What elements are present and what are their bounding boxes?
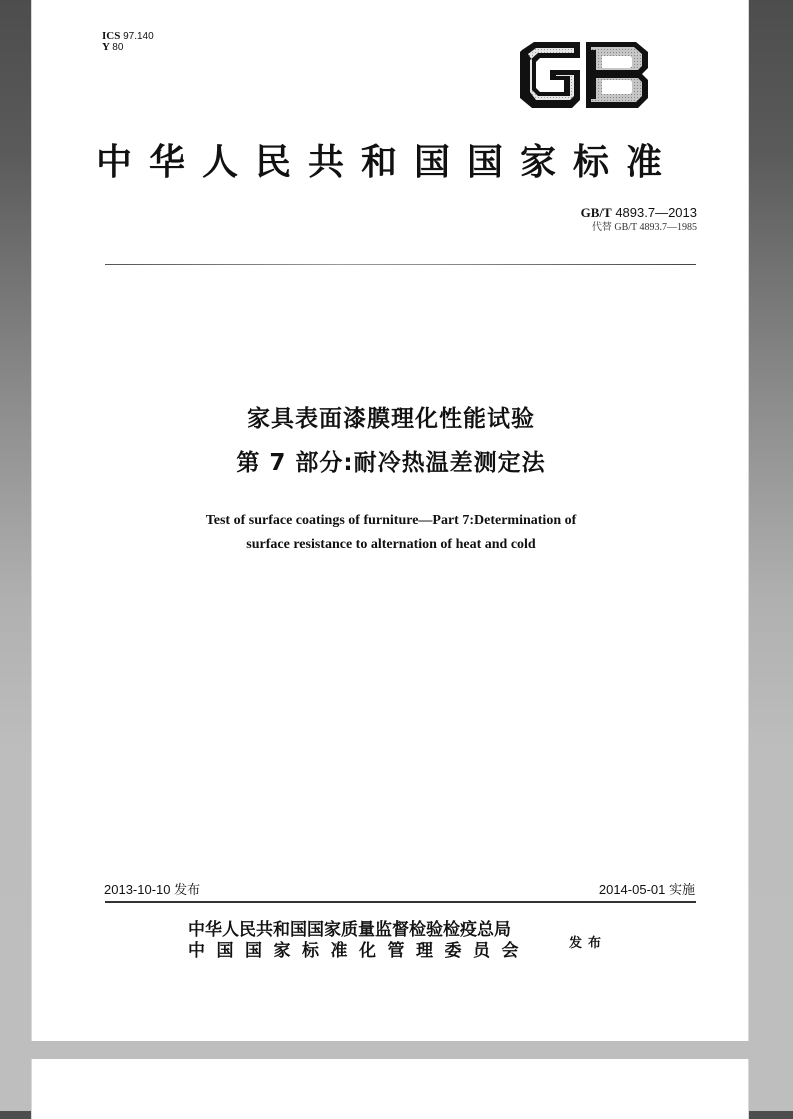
standard-number (527, 205, 697, 221)
national-standard-title: 中华人民共和国国家标准 (96, 141, 680, 183)
ccs-label: Y (102, 41, 110, 53)
classification-codes (102, 31, 154, 53)
publishers (188, 920, 530, 962)
issue-date (104, 879, 200, 898)
standard-number-block (527, 205, 697, 234)
replaces-standard (527, 221, 697, 234)
publish-label: 发布 (569, 936, 608, 951)
ics-code: 97.140 (123, 31, 154, 42)
header-divider (105, 264, 696, 265)
publisher-sac: 中国国家标准化管理委员会 (188, 941, 530, 961)
title-english-line-1: Test of surface coatings of furniture—Part 7:Determination of (205, 513, 577, 528)
issue-date-label: 发布 (174, 882, 201, 897)
replaces-label: 代替 (591, 222, 612, 233)
standard-prefix: GB/T (580, 205, 612, 220)
ics-label: ICS (102, 30, 121, 42)
title-chinese-line-1: 家具表面漆膜理化性能试验 (247, 406, 535, 432)
ccs-code: 80 (112, 42, 124, 53)
publisher-aqsiq: 中华人民共和国国家质量监督检验检疫总局 (188, 920, 511, 940)
footer-divider (105, 901, 696, 903)
title-chinese-line-2: 第 7 部分:耐冷热温差测定法 (236, 450, 546, 476)
effective-date (599, 879, 695, 898)
effective-date-label: 实施 (668, 882, 695, 897)
gb-logo-icon (514, 40, 654, 110)
effective-date-value: 2014-05-01 (598, 882, 666, 897)
issue-date-value: 2013-10-10 (104, 882, 171, 897)
document-page-2 (31, 1059, 749, 1119)
document-page-1 (31, 0, 749, 1041)
standard-code: 4893.7—2013 (615, 205, 697, 220)
title-english-line-2: surface resistance to alternation of heat and cold (246, 537, 536, 552)
replaced-standard-code: GB/T 4893.7—1985 (614, 222, 697, 233)
